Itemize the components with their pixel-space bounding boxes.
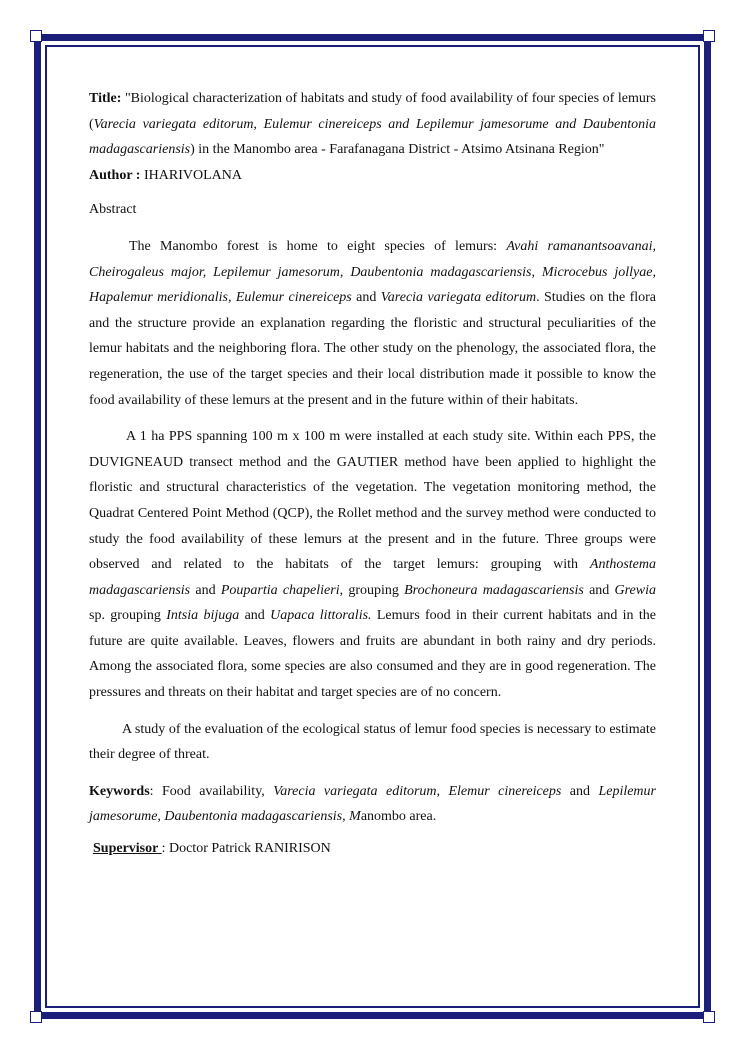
corner-ornament-bottom-left [30,1011,42,1023]
keywords-label: Keywords [89,783,150,799]
supervisor-name: : Doctor Patrick RANIRISON [161,841,331,857]
corner-ornament-bottom-right [703,1011,715,1023]
document-body [89,86,656,862]
title-label: Title: [89,91,122,106]
author-line [89,163,656,189]
abstract-heading: Abstract [89,202,137,218]
title-paragraph: Title: "Biological characterization of habitats and study of food availability of four species of lemurs (Varecia variegata editorum, Eulemur cinereiceps and Lepilemur jamesorume and Daubentonia madagascariensis) in the Manombo area - Farafanagana District - Atsimo Atsinana Region" [89,91,656,158]
abstract-paragraph-2: A 1 ha PPS spanning 100 m x 100 m were installed at each study site. Within each PPS, the DUVIGNEAUD transect method and the GAUTIER method have been applied to highlight the floristic and structural characteristics of the vegetation. The vegetation monitoring method, the Quadrat Centered Point Method (QCP), the Rollet method and the survey method were conducted to study the food availability of these lemurs at the present and in the future. Three groups were observed and related to the habitats of the target lemurs: grouping with Anthostema madagascariensis and Poupartia chapelieri, grouping Brochoneura madagascariensis and Grewia sp. grouping Intsia bijuga and Uapaca littoralis. Lemurs food in their current habitats and in the future are quite available. Leaves, flowers and fruits are abundant in both rainy and dry periods. Among the associated flora, some species are also consumed and they are in good regeneration. The pressures and threats on their habitat and target species are of no concern. [89,429,657,701]
corner-ornament-top-left [30,30,42,42]
abstract-paragraph-3: A study of the evaluation of the ecological status of lemur food species is necessary to estimate their degree of threat. [89,721,656,763]
author-label: Author : [89,167,141,183]
corner-ornament-top-right [703,30,715,42]
abstract-paragraph-1: The Manombo forest is home to eight species of lemurs: Avahi ramanantsoavanai, Cheirogaleus major, Lepilemur jamesorum, Daubentonia madagascariensis, Microcebus jollyae, Hapalemur meridionalis, Eulemur cinereiceps and Varecia variegata editorum. Studies on the flora and the structure provide an explanation regarding the floristic and structural peculiarities of the lemur habitats and the neighboring flora. The other study on the phenology, the associated flora, the regeneration, the use of the target species and their local distribution made it possible to know the food availability of these lemurs at the present and in the future within of their habitats. [89,238,657,408]
supervisor-line [89,836,656,862]
supervisor-label: Supervisor [93,841,162,857]
author-name: IHARIVOLANA [140,167,242,183]
title-species: Varecia variegata editorum, Eulemur cinereiceps and Lepilemur jamesorume and Daubentonia madagascariensis [89,116,656,158]
keywords-paragraph: Keywords: Food availability, Varecia variegata editorum, Elemur cinereiceps and Lepilemur jamesorume, Daubentonia madagascariensis, Manombo area. [89,783,656,825]
